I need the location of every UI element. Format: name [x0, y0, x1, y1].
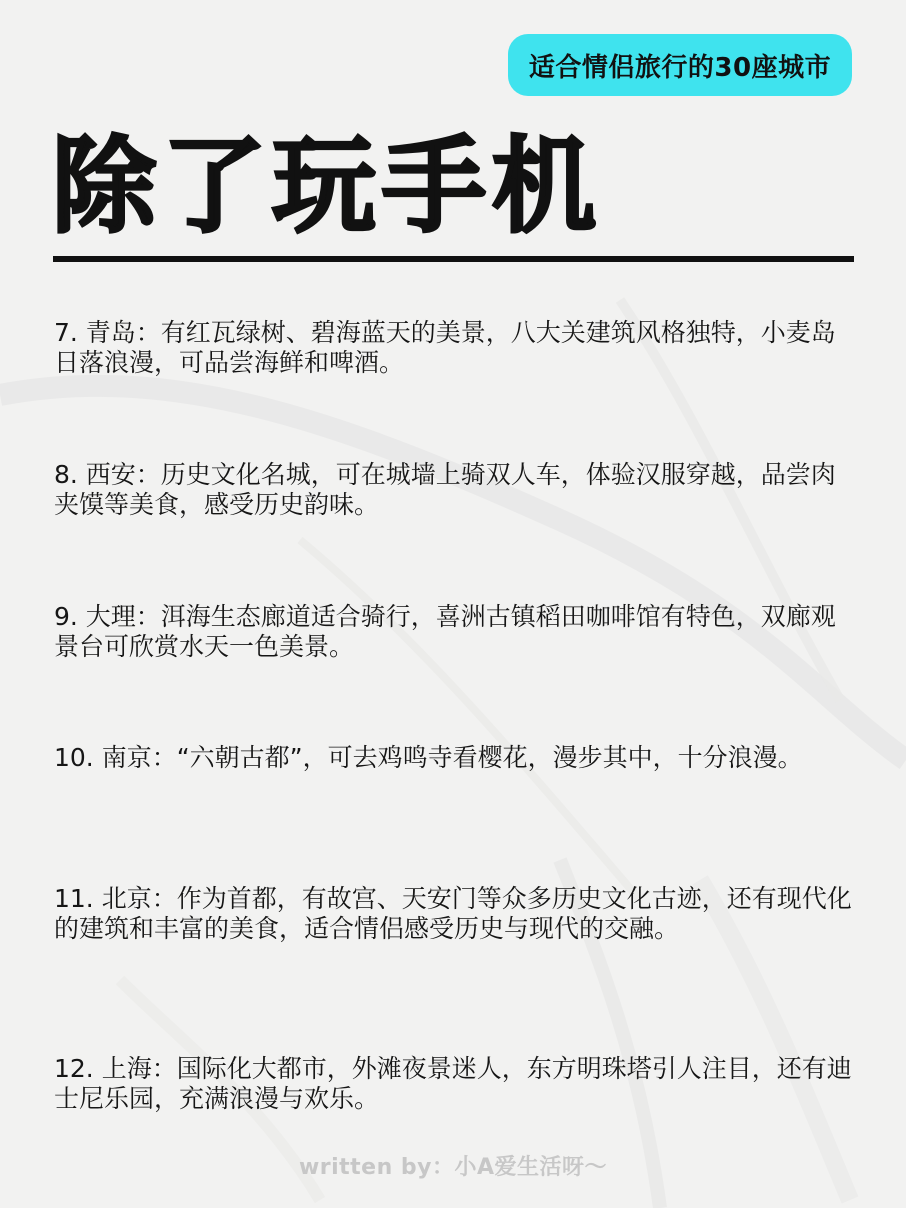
author-credit: written by：小A爱生活呀～: [298, 1155, 608, 1180]
list-item-qingdao: 7. 青岛：有红瓦绿树、碧海蓝天的美景，八大关建筑风格独特，小麦岛日落浪漫，可品尝海鲜和啤酒。: [54, 318, 836, 377]
list-item-shanghai: 12. 上海：国际化大都市，外滩夜景迷人，东方明珠塔引人注目，还有迪士尼乐园，充满浪漫与欢乐。: [54, 1054, 852, 1113]
topic-badge: 适合情侣旅行的30座城市: [508, 34, 852, 96]
list-item-xian: 8. 西安：历史文化名城，可在城墙上骑双人车，体验汉服穿越，品尝肉夹馍等美食，感受历史韵味。: [54, 460, 836, 519]
list-item-dali: 9. 大理：洱海生态廊道适合骑行，喜洲古镇稻田咖啡馆有特色，双廊观景台可欣赏水天一色美景。: [54, 602, 836, 661]
list-item-nanjing: 10. 南京：“六朝古都”，可去鸡鸣寺看樱花，漫步其中，十分浪漫。: [54, 743, 803, 772]
page-title: 除了玩手机: [52, 125, 603, 247]
list-item-beijing: 11. 北京：作为首都，有故宫、天安门等众多历史文化古迹，还有现代化的建筑和丰富的美食，适合情侣感受历史与现代的交融。: [54, 884, 852, 943]
title-divider: [53, 256, 854, 262]
